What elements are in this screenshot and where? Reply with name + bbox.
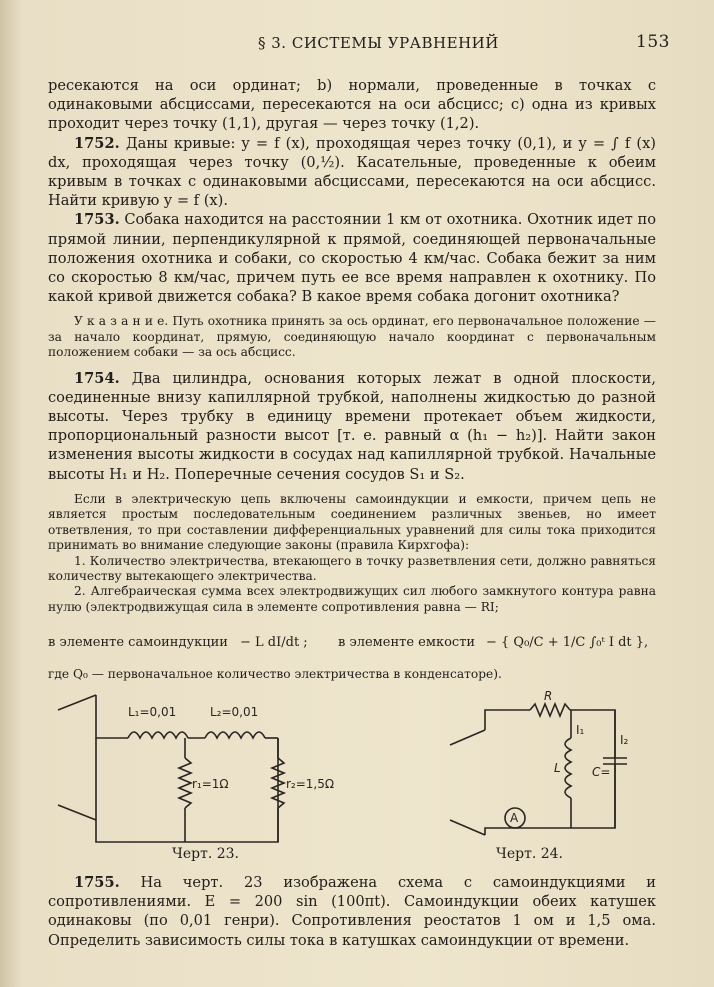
formula-middle-text: в элементе емкости bbox=[338, 635, 476, 651]
kirchhoff-intro: Если в электрическую цепь включены самоиндукции и емкости, причем цепь не является простым последовательным соединением различных звеньев, но имеет ответвления, то при составлении дифференциальных уравнений для силы тока приходится принимать во внимание следующие законы (правила Кирхгофа): bbox=[48, 491, 656, 553]
formula-expr-capacitance: − { Q₀/C + 1/C ∫₀ᵗ I dt }, bbox=[486, 635, 649, 651]
label-r2: r₂=1,5Ω bbox=[286, 777, 335, 791]
label-L: L bbox=[554, 761, 561, 775]
label-r1: r₁=1Ω bbox=[192, 777, 229, 791]
label-I2: I₂ bbox=[620, 733, 629, 747]
caption-fig24: Черт. 24. bbox=[496, 846, 563, 862]
problem-text: Собака находится на расстоянии 1 км от охотника. Охотник идет по прямой линии, перпендикулярной к прямой, соединяющей первоначальные положения охотника и собаки, со скоростью 4 км/час. Собака бежит за ним со скоростью 8 км/час, причем путь ее все время направлен к охотнику. По какой кривой движется собака? В какое время собака догонит охотника? bbox=[48, 211, 656, 306]
figures bbox=[40, 650, 660, 870]
page-number: 153 bbox=[636, 32, 670, 52]
formula-expr-inductance: − L dI/dt ; bbox=[240, 635, 308, 651]
problem-number: 1752. bbox=[74, 134, 120, 152]
ammeter-label: A bbox=[510, 811, 519, 825]
problem-text: На черт. 23 изображена схема с самоиндукциями и сопротивлениями. E = 200 sin (100πt). Самоиндукции обеих катушек одинаковы (по 0,01 генри). Сопротивления реостатов 1 ом и 1,5 ома. Определить зависимость силы тока в катушках самоиндукции от времени. bbox=[48, 874, 656, 949]
problem-1754 bbox=[48, 369, 656, 484]
caption-fig23: Черт. 23. bbox=[172, 846, 239, 862]
kirchhoff-rule-1: 1. Количество электричества, втекающего в точку разветвления сети, должно равняться количеству вытекающего электричества. bbox=[48, 553, 656, 583]
problem-number: 1754. bbox=[74, 369, 120, 387]
problem-1755-block bbox=[48, 873, 656, 950]
problem-1755 bbox=[48, 873, 656, 950]
main-text bbox=[48, 76, 656, 683]
problem-1752 bbox=[48, 134, 656, 211]
running-header bbox=[48, 30, 670, 54]
label-I1: I₁ bbox=[576, 723, 585, 737]
formula-tail: где Q₀ — первоначальное количество электричества в конденсаторе). bbox=[48, 667, 502, 682]
problem-number: 1755. bbox=[74, 874, 120, 891]
hint-paragraph: У к а з а н и е. Путь охотника принять за ось ординат, его первоначальное положение — за начало координат, прямую, соединяющую начало координат с первоначальным положением собаки — за ось абсцисс. bbox=[48, 314, 656, 360]
kirchhoff-rule-2: 2. Алгебраическая сумма всех электродвижущих сил любого замкнутого контура равна нулю (электродвижущая сила в элементе сопротивления равна — RI; bbox=[48, 584, 656, 614]
label-C: C= bbox=[592, 765, 611, 779]
problem-1753 bbox=[48, 210, 656, 306]
circuit-diagrams bbox=[40, 650, 660, 870]
label-L1: L₁=0,01 bbox=[128, 705, 177, 719]
continued-paragraph: ресекаются на оси ординат; b) нормали, проведенные в точках с одинаковыми абсциссами, пересекаются на оси абсцисс; c) одна из кривых проходит через точку (1,1), другая — через точку (1,2). bbox=[48, 77, 656, 133]
label-L2: L₂=0,01 bbox=[210, 705, 259, 719]
section-title: § 3. СИСТЕМЫ УРАВНЕНИЙ bbox=[258, 34, 499, 52]
problem-text: Даны кривые: y = f (x), проходящая через точку (0,1), и y = ∫ f (x) dx, проходящая через точку (0,½). Касательные, проведенные к обеим кривым в точках с одинаковыми абсциссами, пересекаются на оси абсцисс. Найти кривую y = f (x). bbox=[48, 134, 657, 210]
label-R: R bbox=[544, 689, 553, 703]
formula-left-text: в элементе самоиндукции bbox=[48, 635, 228, 651]
problem-number: 1753. bbox=[74, 211, 120, 229]
problem-text: Два цилиндра, основания которых лежат в одной плоскости, соединенные внизу капиллярной трубкой, наполнены жидкостью до разной высоты. Через трубку в единицу времени протекает объем жидкости, пропорциональный разности высот [т. е. равный α (h₁ − h₂)]. Найти закон изменения высоты жидкости в сосудах над капиллярной трубкой. Начальные высоты H₁ и H₂. Поперечные сечения сосудов S₁ и S₂. bbox=[48, 369, 657, 483]
